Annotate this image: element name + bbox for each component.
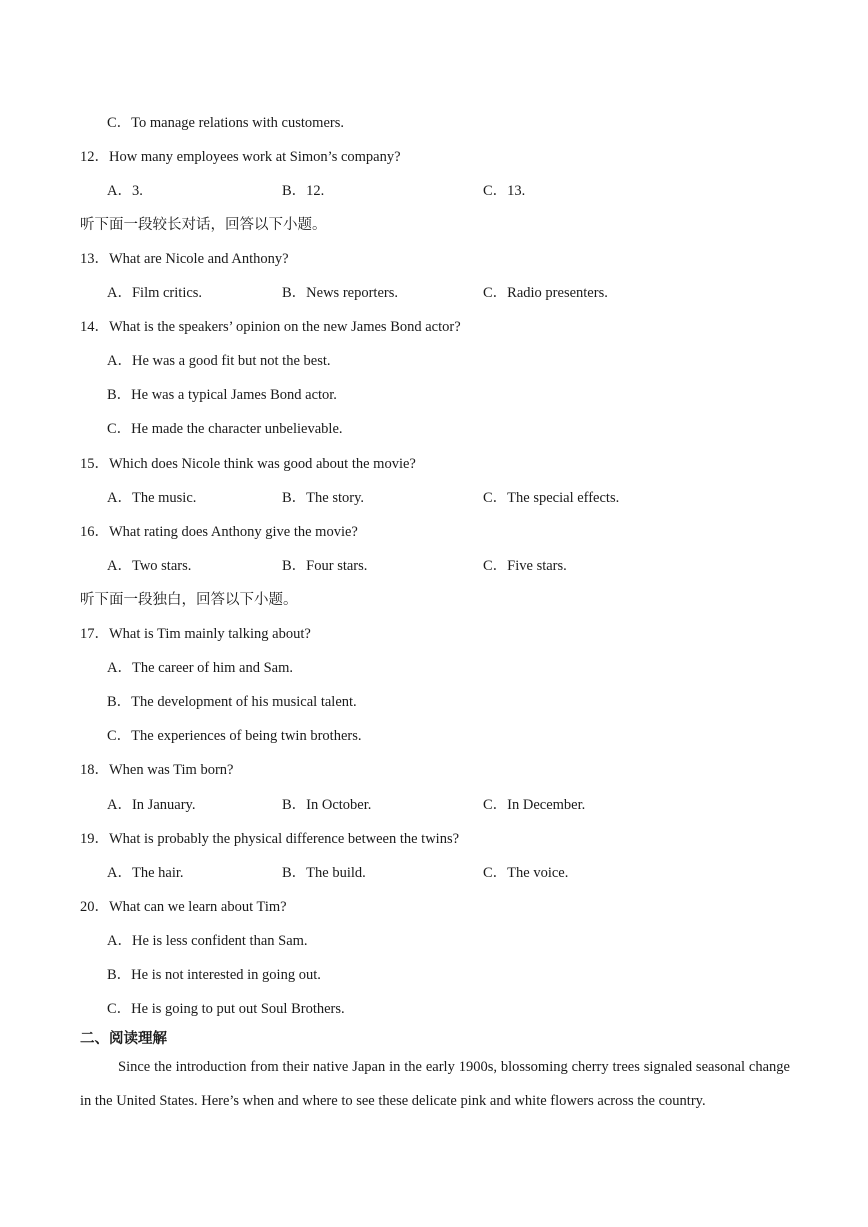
q13-option-a: A．Film critics.	[107, 285, 203, 301]
q20-option-b: B．He is not interested in going out.	[107, 967, 321, 983]
q16-option-a: A．Two stars.	[107, 558, 192, 574]
q18-option-c: C．In December.	[483, 797, 586, 813]
q16-option-c: C．Five stars.	[483, 558, 567, 574]
section-title-reading: 二、阅读理解	[80, 1031, 167, 1047]
q19-option-c: C．The voice.	[483, 865, 569, 881]
q14-option-a: A．He was a good fit but not the best.	[107, 353, 331, 369]
q12-option-b: B．12.	[282, 183, 325, 199]
q19-option-a: A．The hair.	[107, 865, 184, 881]
question-17: 17．What is Tim mainly talking about?	[80, 626, 311, 642]
q17-option-c: C．The experiences of being twin brothers.	[107, 728, 362, 744]
q19-option-b: B．The build.	[282, 865, 366, 881]
q13-option-b: B．News reporters.	[282, 285, 398, 301]
q18-option-a: A．In January.	[107, 797, 196, 813]
q20-option-c: C．He is going to put out Soul Brothers.	[107, 1001, 345, 1017]
q12-option-c: C．13.	[483, 183, 526, 199]
q18-option-b: B．In October.	[282, 797, 372, 813]
q20-option-a: A．He is less confident than Sam.	[107, 933, 308, 949]
question-14: 14．What is the speakers’ opinion on the new James Bond actor?	[80, 319, 461, 335]
question-13: 13．What are Nicole and Anthony?	[80, 251, 289, 267]
q17-option-a: A．The career of him and Sam.	[107, 660, 294, 676]
question-15: 15．Which does Nicole think was good about the movie?	[80, 456, 416, 472]
question-16: 16．What rating does Anthony give the movie?	[80, 524, 358, 540]
q17-option-b: B．The development of his musical talent.	[107, 694, 357, 710]
question-19: 19．What is probably the physical difference between the twins?	[80, 831, 460, 847]
q11-option-c: C．To manage relations with customers.	[107, 115, 344, 131]
q13-option-c: C．Radio presenters.	[483, 285, 608, 301]
q14-option-b: B．He was a typical James Bond actor.	[107, 387, 337, 403]
q16-option-b: B．Four stars.	[282, 558, 368, 574]
q15-option-a: A．The music.	[107, 490, 197, 506]
question-12: 12．How many employees work at Simon’s company?	[80, 149, 401, 165]
instruction-monologue: 听下面一段独白，回答以下小题。	[80, 592, 298, 608]
q15-option-c: C．The special effects.	[483, 490, 620, 506]
q12-option-a: A．3.	[107, 183, 143, 199]
instruction-long-dialogue: 听下面一段较长对话，回答以下小题。	[80, 217, 327, 233]
question-20: 20．What can we learn about Tim?	[80, 899, 287, 915]
reading-passage: Since the introduction from their native Japan in the early 1900s, blossoming cherry trees signaled seasonal change in the United States. Here’s when and where to see these delicate pink and white flowers across the country.	[80, 1059, 790, 1109]
q15-option-b: B．The story.	[282, 490, 365, 506]
q14-option-c: C．He made the character unbelievable.	[107, 421, 343, 437]
question-18: 18．When was Tim born?	[80, 762, 234, 778]
